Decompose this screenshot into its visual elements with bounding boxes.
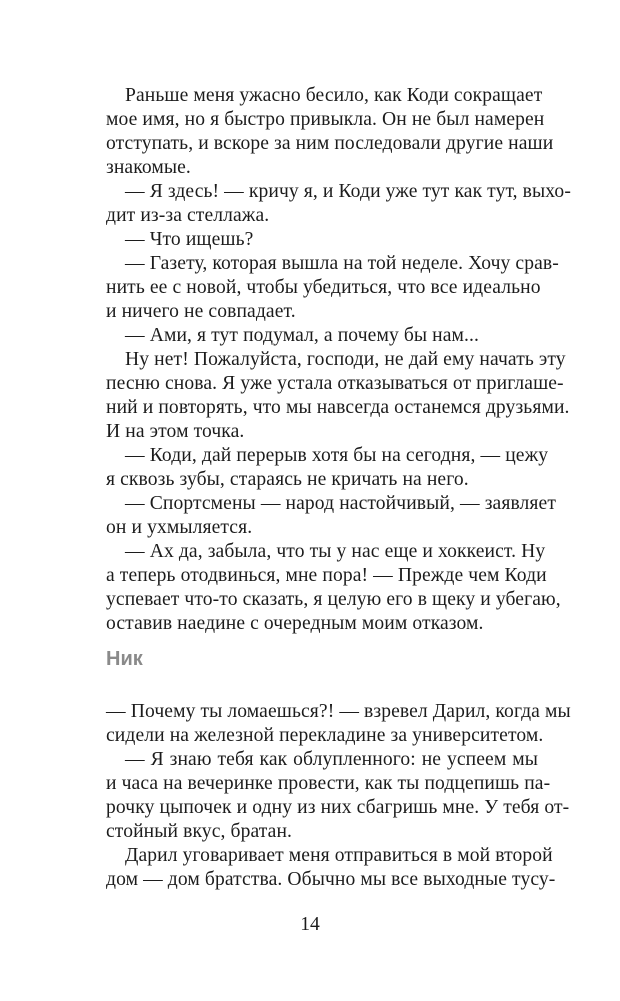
text-line: — Я здесь! — кричу я, и Коди уже тут как тут, выхо- — [125, 181, 571, 202]
text-line: и часа на вечеринке провести, как ты подцепишь па- — [106, 773, 551, 794]
text-line: мое имя, но я быстро привыкла. Он не был намерен — [106, 109, 545, 130]
text-line: нить ее с новой, чтобы убедиться, что все идеально — [106, 277, 541, 298]
text-line: — Что ищешь? — [125, 229, 254, 250]
page-number: 14 — [300, 914, 320, 935]
text-line: дит из-за стеллажа. — [106, 205, 270, 226]
text-line: стойный вкус, братан. — [106, 821, 293, 842]
text-line: — Ами, я тут подумал, а почему бы нам... — [125, 325, 480, 346]
text-line: И на этом точка. — [106, 421, 245, 442]
text-line: я сквозь зубы, стараясь не кричать на него. — [106, 469, 469, 490]
text-line: отступать, и вскоре за ним последовали другие наши — [106, 133, 554, 154]
text-line: Раньше меня ужасно бесило, как Коди сокращает — [125, 85, 543, 106]
text-line: и ничего не совпадает. — [106, 301, 296, 322]
text-line: успевает что-то сказать, я целую его в щеку и убегаю, — [106, 589, 561, 610]
text-line: песню снова. Я уже устала отказываться от приглаше- — [106, 373, 564, 394]
text-line: — Я знаю тебя как облупленного: не успеем мы — [125, 749, 538, 770]
text-line: а теперь отодвинься, мне пора! — Прежде чем Коди — [106, 565, 547, 586]
text-line: — Спортсмены — народ настойчивый, — заявляет — [125, 493, 556, 514]
text-line: — Коди, дай перерыв хотя бы на сегодня, — цежу — [125, 445, 549, 466]
text-line: — Газету, которая вышла на той неделе. Хочу срав- — [125, 253, 559, 274]
text-line: — Ах да, забыла, что ты у нас еще и хоккеист. Ну — [125, 541, 546, 562]
text-line: оставив наедине с очередным моим отказом. — [106, 613, 484, 634]
text-line: ний и повторять, что мы навсегда останемся друзьями. — [106, 397, 570, 418]
text-line: Ну нет! Пожалуйста, господи, не дай ему начать эту — [125, 349, 566, 370]
text-line: дом — дом братства. Обычно мы все выходные тусу- — [106, 869, 556, 890]
text-line: он и ухмыляется. — [106, 517, 253, 538]
text-line: рочку цыпочек и одну из них сбагришь мне. У тебя от- — [106, 797, 570, 818]
chapter-heading: Ник — [106, 648, 143, 670]
text-line: — Почему ты ломаешься?! — взревел Дарил, когда мы — [106, 701, 571, 722]
text-line: сидели на железной перекладине за университетом. — [106, 725, 544, 746]
text-line: знакомые. — [106, 157, 191, 178]
text-line: Дарил уговаривает меня отправиться в мой второй — [125, 845, 553, 866]
